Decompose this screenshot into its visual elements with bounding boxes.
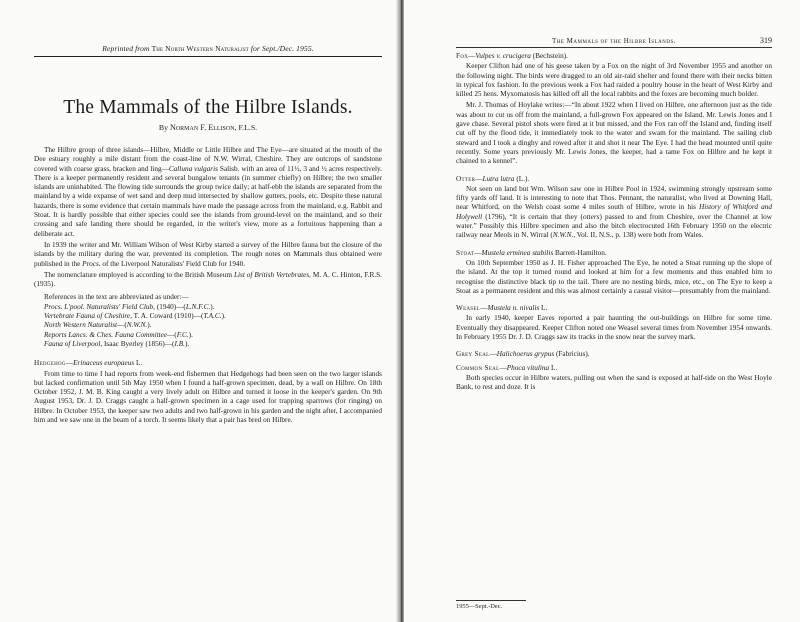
weasel-heading: Weasel—Mustela n. nivalis L. [456, 304, 548, 313]
weasel-paragraph: In early 1940, keeper Eaves reported a pair haunting the out-buildings on Hilbre for some time. Eventually they disappeared. Keeper Clifton noted one Weasel several times from November 1954 onwards. In February 1955 Dr. J. D. Craggs saw its tracks in the snow near the survey mark. [456, 314, 772, 342]
references-heading: References in the text are abbreviated as under:— [44, 293, 189, 302]
header-rule [34, 56, 382, 57]
right-page [404, 0, 800, 622]
author-name: Norman F. Ellison [169, 123, 235, 132]
otter-paragraph: Not seen on land but Wm. Wilson saw one in Hilbre Pool in 1924, swimming strongly upstream some fifty yards off land. It is interesting to note that Thos. Pennant, the naturalist, who lived at Downing Hall, near Whitford, on the Welsh coast some 4 miles south of Hilbre, wrote in his History of Whitford and Holywell (1796), “It is certain that they (otters) passed to and from Cheshire, over the Channel at low water.” Possibly this Hilbre specimen and also the bitch electrocuted 16th February 1950 on the electric railway near Meols in N. Wirral (N.W.N., Vol. II, N.S., p. 138) were both from Wales. [456, 184, 772, 240]
otter-heading: Otter—Lutra lutra (L.). [456, 174, 530, 183]
reference-item: Fauna of Liverpool, Isaac Byerley (1856)—(I.B.). [44, 339, 190, 348]
article-title: The Mammals of the Hilbre Islands. [63, 97, 353, 118]
page-number: 319 [760, 36, 772, 45]
journal-name: The North Western Naturalist [151, 44, 249, 53]
footnote [456, 600, 772, 610]
footnote-text: 1955—Sept.-Dec. [456, 603, 503, 610]
fox-paragraph-1: Keeper Clifton had one of his geese taken by a Fox on the night of 3rd November 1955 and another on the following night. The birds were dragged to an old air-raid shelter and found there with their necks bitten in typical fox fashion. In the previous week a Fox had raided a poultry house in the heart of West Kirby and killed 25 hens. Myxomatosis has killed off all the local rabbits and the foxes are becoming much bolder. [456, 62, 772, 99]
grey-seal-heading: Grey Seal—Halichoerus grypus (Fabricius). [456, 350, 590, 359]
stoat-paragraph: On 10th September 1950 as J. H. Fisher approached The Eye, he noted a Stoat running up the slope of the island. At the top it turned round and looked at him for a few moments and thus enabled him to recognise the distinctive black tip to the tail. There are no nesting birds, mice, etc., on The Eye to keep a Stoat as a permanent resident and this was almost certainly a casual visitor—presumably from the mainland. [456, 258, 772, 295]
reference-item: Reports Lancs. & Ches. Fauna Committee—(F.C.). [44, 330, 193, 339]
reference-item: Vertebrate Fauna of Cheshire, T. A. Coward (1910)—(T.A.C.). [44, 312, 226, 321]
footnote-rule [456, 600, 526, 601]
reference-item: North Western Naturalist—(N.W.N.). [44, 321, 152, 330]
fox-paragraph-2: Mr. J. Thomas of Hoylake writes:—“In about 1922 when I lived on Hilbre, one afternoon just as the tide was about to cut us off from the mainland, a full-grown Fox appeared on the Island. Mr. Lewis Jones and I gave chase. Several pistol shots were fired at it but missed, and the Fox ran off the Island and, finding itself cut off by the flood tide, it immediately took to the water and swam for the mainland. The sailing club steward and I took a dinghy and rowed after it and shot it near The Eye. I had the head mounted until quite recently. Some years previously Mr. Lewis Jones, the keeper, had a tame Fox on Hilbre and he kept it chained to a kennel”. [456, 101, 772, 166]
reference-item: Procs. L'pool. Naturalists' Field Club, (1940)—(L.N.F.C.). [44, 302, 215, 311]
left-page [0, 0, 398, 622]
references-list [44, 303, 382, 349]
survey-paragraph: In 1939 the writer and Mr. William Wilson of West Kirby started a survey of the Hilbre fauna but the closure of the islands by the military during the war, prevented its completion. The rough notes on Mammals thus obtained were published in the Procs. of the Liverpool Naturalists' Field Club for 1940. [34, 240, 382, 268]
intro-paragraph: The Hilbre group of three islands—Hilbre, Middle or Little Hilbre and The Eye—are situated at the mouth of the Dee estuary roughly a mile distant from the coast-line of N.W. Wirral, Cheshire. They are outcrops of sandstone covered with coarse grass, bracken and ling—Calluna vulgaris Salisb. with an area of 11½, 3 and ½ acres respectively. There is a keeper permanently resident and several bungalow tenants (in summer chiefly) on Hilbre; the two smaller islands are uninhabited. The flowing tide surrounds the group twice daily; at half-ebb the islands are separated from the mainland by a wide expanse of wet sand and deep mud intersected by shallow gutters, pools, etc. Despite these natural hazards, there is some evidence that certain mammals have made the passage across from the mainland, e.g. Rabbit and Stoat. It is hardly possible that either species could see the islands from ground-level on the mainland, and so their crossing and safe landing there should be regarded, in the writer's view, more as a fortuitous happening than a deliberate act. [34, 146, 382, 238]
left-column [34, 44, 382, 425]
running-title: The Mammals of the Hilbre Islands. [551, 37, 676, 45]
fox-heading: Fox—Vulpes v. crucigera (Bechstein). [456, 52, 568, 60]
hedgehog-heading: Hedgehog—Erinaceus europaeus L. [34, 359, 143, 368]
hedgehog-paragraph: From time to time I had reports from week-end fishermen that Hedgehogs had been seen on the two larger islands but lacked confirmation until 5th May 1950 when I found a half-grown specimen, dead, by a wall on Hilbre. On 18th October 1952, J. M. B. King caught a very lively adult on Hilbre and turned it loose in the keeper's garden. On 9th August 1953, Dr. J. D. Craggs caught a half-grown specimen in a cage used for trapping sparrows (for ringing) on Hilbre. In October 1953, the keeper saw two adults and two half-grown in his garden and the night after, I accompanied him and we saw one in the beam of a torch. It seems likely that a pair has bred on Hilbre. [34, 369, 382, 425]
common-seal-heading: Common Seal—Phoca vitulina L. [456, 363, 558, 372]
seal-paragraph: Both species occur in Hilbre waters, pulling out when the sand is exposed at half-tide on the West Hoyle Bank, to rest and doze. It is [456, 373, 772, 392]
byline: By Norman F. Ellison, F.L.S. [158, 123, 258, 132]
reprint-note: Reprinted from The North Western Naturalist for Sept./Dec. 1955. [102, 44, 314, 53]
stoat-heading: Stoat—Mustela erminea stabilis Barrett-Hamilton. [456, 248, 607, 257]
right-column [456, 52, 772, 393]
running-header-rule [456, 47, 772, 48]
nomenclature-paragraph: The nomenclature employed is according to the British Museum List of British Vertebrates, M. A. C. Hinton, F.R.S. (1935). [34, 270, 382, 289]
